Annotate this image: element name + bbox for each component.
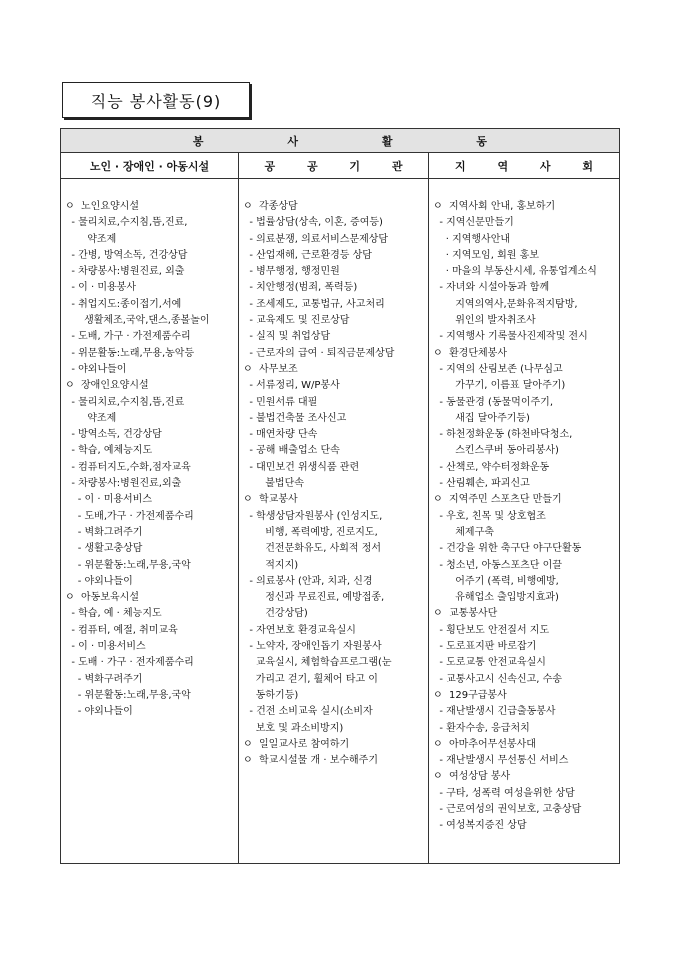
list-item: · 지역모임, 회원 홍보: [433, 249, 539, 261]
list-item: - 공해 배출업소 단속: [243, 445, 340, 457]
list-item: - 법률상담(상속, 이혼, 증여등): [243, 217, 383, 229]
column-facilities: [61, 179, 239, 863]
list-item: - 학습, 예체능지도: [65, 445, 153, 457]
list-item: 적지지): [243, 559, 299, 571]
list-item: - 건강을 위한 축구단 야구단활동: [433, 543, 582, 555]
list-item: 위인의 발자취조사: [433, 315, 536, 327]
list-item: - 벽화그려주기: [65, 526, 143, 538]
list-item: 약조제: [65, 233, 117, 245]
list-item: - 벽화구려주기: [65, 673, 143, 685]
column-header-public-agencies: 공 공 기 관: [239, 153, 429, 178]
list-item: - 물리치료,수지침,뜸,진료: [65, 396, 185, 408]
list-item: - 위문활동:노래,무용,국악: [65, 559, 191, 571]
list-item: - 도로교통 안전교육실시: [433, 657, 546, 669]
list-item: 약조제: [65, 412, 117, 424]
list-item: ㅇ 환경단체봉사: [433, 347, 507, 359]
list-item: - 치안행정(범죄, 폭력등): [243, 282, 358, 294]
list-item: - 근로자의 급여 · 퇴직금문제상담: [243, 347, 395, 359]
list-item: - 재난발생시 무선통신 서비스: [433, 755, 569, 767]
list-item: ㅇ 교통봉사단: [433, 608, 498, 620]
list-item: ㅇ 아마추어무선봉사대: [433, 738, 536, 750]
list-item: - 노약자, 장애인돕기 자원봉사: [243, 641, 382, 653]
list-item: - 도로표지판 바로잡기: [433, 641, 537, 653]
list-item: - 조세제도, 교통법규, 사고처리: [243, 298, 385, 310]
list-item: - 물리치료,수지침,뜸,진료,: [65, 217, 188, 229]
list-item: · 지역행사안내: [433, 233, 511, 245]
list-item: 건강상담): [243, 608, 308, 620]
list-item: - 지역의 산림보존 (나무심고: [433, 363, 563, 375]
list-item: 지역의역사,문화유적지탐방,: [433, 298, 578, 310]
list-item: - 간병, 방역소독, 건강상담: [65, 249, 188, 261]
list-item: - 생활고충상담: [65, 543, 143, 555]
list-item: - 위문활동:노래,무용,농악등: [65, 347, 195, 359]
list-item: - 컴퓨터, 예절, 취미교육: [65, 624, 178, 636]
list-item: 동하기등): [243, 689, 299, 701]
list-item: - 산업재해, 근로환경등 상담: [243, 249, 372, 261]
list-item: - 구타, 성폭력 여성을위한 상담: [433, 787, 575, 799]
list-item: - 야외나들이: [65, 706, 133, 718]
list-item: ㅇ 129구급봉사: [433, 689, 507, 701]
list-item: - 야외나들이: [65, 363, 127, 375]
list-item: · 마을의 부동산시세, 유통업계소식: [433, 266, 597, 278]
list-item: - 산책로, 약수터정화운동: [433, 461, 550, 473]
table-body: [61, 179, 619, 863]
list-item: - 방역소독, 건강상담: [65, 429, 162, 441]
list-item: 스킨스쿠버 동아리봉사): [433, 445, 559, 457]
list-item: - 교통사고시 신속신고, 수송: [433, 673, 562, 685]
list-item: - 위문활동:노래,무용,국악: [65, 689, 191, 701]
list-item: - 취업지도:종이접기,서예: [65, 298, 182, 310]
list-item: ㅇ 사무보조: [243, 363, 298, 375]
list-item: ㅇ 학교시설물 개 · 보수해주기: [243, 755, 378, 767]
list-item: ㅇ 학교봉사: [243, 494, 298, 506]
list-item: ㅇ 지역사회 안내, 홍보하기: [433, 201, 556, 212]
list-item: 건전문화유도, 사회적 정서: [243, 543, 382, 555]
list-item: - 매연차량 단속: [243, 429, 318, 441]
list-item: 어주기 (폭력, 비행예방,: [433, 575, 559, 587]
list-item: - 지역행사 기록물사진제작및 전시: [433, 331, 588, 343]
list-item: - 의료봉사 (안과, 치과, 신경: [243, 575, 373, 587]
list-item: - 차량봉사:병원진료, 외출: [65, 266, 185, 278]
list-item: 생활체조,국악,댄스,종볼놀이: [65, 315, 210, 327]
list-item: - 실직 및 취업상담: [243, 331, 331, 343]
list-item: - 학습, 예 · 체능지도: [65, 608, 162, 620]
list-item: ㅇ 노인요양시설: [65, 201, 139, 212]
list-item: 체제구축: [433, 526, 494, 538]
list-item: - 의료분쟁, 의료서비스문제상담: [243, 233, 389, 245]
column-public-agencies: [239, 179, 429, 863]
list-item: ㅇ 아동보육시설: [65, 592, 139, 604]
list-item: - 환자수송, 응급처치: [433, 722, 530, 734]
list-item: - 학생상담자원봉사 (인성지도,: [243, 510, 383, 522]
page-title: 직능 봉사활동(9): [62, 82, 250, 118]
table-main-header: [61, 129, 619, 153]
list-item: ㅇ 지역주민 스포츠단 만들기: [433, 494, 562, 506]
list-item: - 대민보건 위생식품 관련: [243, 461, 360, 473]
list-item: - 교육제도 및 진로상담: [243, 315, 350, 327]
list-item: - 야외나들이: [65, 575, 133, 587]
list-item: 교육실시, 체험학습프로그램(눈: [243, 657, 392, 669]
list-item: - 지역신문만들기: [433, 217, 514, 229]
list-item: - 여성복지증진 상담: [433, 820, 527, 832]
list-item: - 컴퓨터지도,수화,점자교육: [65, 461, 191, 473]
list-item: - 하천정화운동 (하천바닥청소,: [433, 429, 573, 441]
list-item: - 자연보호 환경교육실시: [243, 624, 356, 636]
list-item: 가꾸기, 이름표 달아주기): [433, 380, 566, 392]
activity-table: [60, 128, 620, 864]
list-item: - 서류정리, W/P봉사: [243, 380, 340, 392]
list-item: - 병무행정, 행정민원: [243, 266, 340, 278]
column-community: [429, 179, 619, 863]
list-item: 보호 및 과소비방지): [243, 722, 344, 734]
list-item: - 산림훼손, 파괴신고: [433, 478, 530, 490]
list-item: 불법단속: [243, 478, 304, 490]
list-item: - 근로여성의 권익보호, 고충상담: [433, 803, 582, 815]
list-item: - 동물관경 (동물먹이주기,: [433, 396, 554, 408]
list-item: - 도배,가구 · 가전제품수리: [65, 510, 194, 522]
list-item: 비행, 폭력예방, 진로지도,: [243, 526, 378, 538]
list-item: - 불법건축물 조사신고: [243, 412, 347, 424]
list-item: - 청소년, 아동스포츠단 이끌: [433, 559, 562, 571]
list-item: ㅇ 일일교사로 참여하기: [243, 738, 350, 750]
list-item: - 횡단보도 안전질서 지도: [433, 624, 550, 636]
header-char: 봉: [192, 134, 204, 148]
list-item: ㅇ 장애인요양시설: [65, 380, 149, 392]
list-item: 새집 달아주기등): [433, 412, 530, 424]
table-sub-header: [61, 153, 619, 179]
list-item: - 도배 · 가구 · 전자제품수리: [65, 657, 194, 669]
list-item: 가리고 걷기, 휠체어 타고 이: [243, 673, 378, 685]
list-item: - 이 · 미용서비스: [65, 494, 152, 506]
header-char: 사: [287, 134, 299, 148]
list-item: - 재난발생시 긴급출동봉사: [433, 706, 556, 718]
column-header-community: 지 역 사 회: [455, 159, 607, 173]
column-header-facilities: 노인 · 장애인 · 아동시설: [61, 153, 239, 178]
list-item: ㅇ 각종상담: [243, 201, 298, 212]
list-item: - 민원서류 대필: [243, 396, 318, 408]
list-item: - 이 · 미용서비스: [65, 641, 146, 653]
list-item: - 차량봉사:병원진료,외출: [65, 478, 182, 490]
header-char: 활: [381, 134, 393, 148]
list-item: 유해업소 출입방지효과): [433, 592, 559, 604]
list-item: - 건전 소비교육 실시(소비자: [243, 706, 373, 718]
list-item: - 자녀와 시설아동과 함께: [433, 282, 550, 294]
header-char: 동: [476, 134, 488, 148]
list-item: - 도배, 가구 · 가전제품수리: [65, 331, 191, 343]
list-item: ㅇ 여성상담 봉사: [433, 771, 511, 783]
list-item: - 우호, 친목 및 상호협조: [433, 510, 546, 522]
list-item: 정신과 무료진료, 예방접종,: [243, 592, 385, 604]
list-item: - 이 · 미용봉사: [65, 282, 136, 294]
